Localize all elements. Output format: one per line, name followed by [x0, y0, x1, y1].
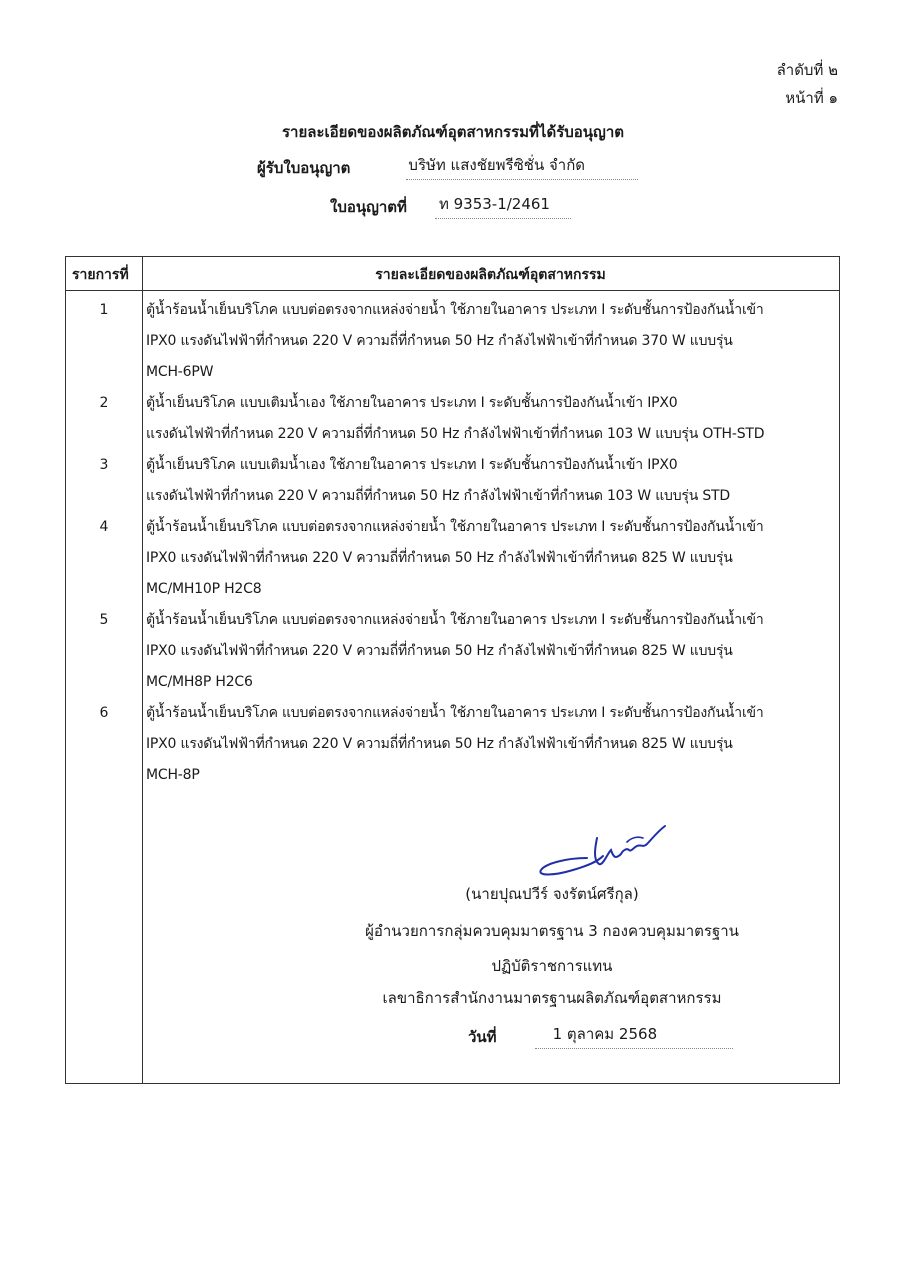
table-row — [66, 295, 839, 388]
licensee-value: บริษัท แสงชัยพรีซิชั่น จำกัด — [406, 153, 638, 180]
date-row — [468, 1022, 733, 1049]
signatory-position: ผู้อำนวยการกลุ่มควบคุมมาตรฐาน 3 กองควบคุมมาตรฐาน — [365, 922, 739, 940]
table-body — [66, 295, 839, 791]
item-description-line: MCH-8P — [146, 767, 200, 783]
item-description-line: MCH-6PW — [146, 364, 214, 380]
item-description-line: MC/MH8P H2C6 — [146, 674, 253, 690]
item-number: 1 — [99, 302, 109, 318]
item-description-line: ตู้น้ำเย็นบริโภค แบบเติมน้ำเอง ใช้ภายในอาคาร ประเภท I ระดับชั้นการป้องกันน้ำเข้า IPX0 — [146, 395, 678, 411]
item-description-line: ตู้น้ำร้อนน้ำเย็นบริโภค แบบต่อตรงจากแหล่งจ่ายน้ำ ใช้ภายในอาคาร ประเภท I ระดับชั้นการป้องกันน้ำเข้า — [146, 302, 764, 318]
item-description — [142, 605, 836, 698]
table-row — [66, 512, 839, 605]
item-description — [142, 450, 836, 512]
table-row — [66, 388, 839, 450]
signatory-acting-for: ปฏิบัติราชการแทน — [491, 957, 613, 975]
table-row — [66, 450, 839, 512]
item-description-line: ตู้น้ำร้อนน้ำเย็นบริโภค แบบต่อตรงจากแหล่งจ่ายน้ำ ใช้ภายในอาคาร ประเภท I ระดับชั้นการป้องกันน้ำเข้า — [146, 519, 764, 535]
item-number: 2 — [99, 395, 109, 411]
date-value: 1 ตุลาคม 2568 — [535, 1022, 733, 1049]
date-label: วันที่ — [468, 1028, 497, 1046]
sequence-number: ลำดับที่ ๒ — [776, 61, 838, 79]
item-description-line: ตู้น้ำเย็นบริโภค แบบเติมน้ำเอง ใช้ภายในอาคาร ประเภท I ระดับชั้นการป้องกันน้ำเข้า IPX0 — [146, 457, 678, 473]
item-number: 4 — [99, 519, 109, 535]
item-description-line: IPX0 แรงดันไฟฟ้าที่กำหนด 220 V ความถี่ที่กำหนด 50 Hz กำลังไฟฟ้าเข้าที่กำหนด 370 W แบบรุ่น — [146, 333, 733, 349]
licensee-label: ผู้รับใบอนุญาต — [257, 159, 351, 177]
license-number-label: ใบอนุญาตที่ — [330, 198, 407, 216]
column-header-details: รายละเอียดของผลิตภัณฑ์อุตสาหกรรม — [375, 267, 606, 283]
item-description-line: แรงดันไฟฟ้าที่กำหนด 220 V ความถี่ที่กำหนด 50 Hz กำลังไฟฟ้าเข้าที่กำหนด 103 W แบบรุ่น STD — [146, 488, 730, 504]
table-row — [66, 605, 839, 698]
item-description — [142, 295, 836, 388]
page-number: หน้าที่ ๑ — [785, 89, 838, 107]
item-number: 6 — [99, 705, 109, 721]
item-description-line: แรงดันไฟฟ้าที่กำหนด 220 V ความถี่ที่กำหนด 50 Hz กำลังไฟฟ้าเข้าที่กำหนด 103 W แบบรุ่น OTH-STD — [146, 426, 765, 442]
item-description-line: ตู้น้ำร้อนน้ำเย็นบริโภค แบบต่อตรงจากแหล่งจ่ายน้ำ ใช้ภายในอาคาร ประเภท I ระดับชั้นการป้องกันน้ำเข้า — [146, 705, 764, 721]
item-description-line: MC/MH10P H2C8 — [146, 581, 262, 597]
column-header-item-no: รายการที่ — [72, 267, 129, 283]
table-row — [66, 698, 839, 791]
licensee-row — [257, 153, 638, 180]
item-number: 5 — [99, 612, 109, 628]
signatory-name: (นายปุณปวีร์ จงรัตน์ศรีกุล) — [465, 885, 639, 903]
item-description — [142, 698, 836, 791]
item-description — [142, 512, 836, 605]
signatory-office: เลขาธิการสำนักงานมาตรฐานผลิตภัณฑ์อุตสาหกรรม — [382, 989, 722, 1007]
document-title: รายละเอียดของผลิตภัณฑ์อุตสาหกรรมที่ได้รับอนุญาต — [281, 123, 624, 141]
license-number-value: ท 9353-1/2461 — [435, 192, 571, 219]
page-meta — [777, 56, 838, 112]
header-divider — [66, 290, 839, 291]
item-description-line: IPX0 แรงดันไฟฟ้าที่กำหนด 220 V ความถี่ที่กำหนด 50 Hz กำลังไฟฟ้าเข้าที่กำหนด 825 W แบบรุ่น — [146, 736, 733, 752]
item-number: 3 — [99, 457, 109, 473]
item-description-line: IPX0 แรงดันไฟฟ้าที่กำหนด 220 V ความถี่ที่กำหนด 50 Hz กำลังไฟฟ้าเข้าที่กำหนด 825 W แบบรุ่น — [146, 643, 733, 659]
signature-image — [535, 820, 675, 882]
item-description-line: ตู้น้ำร้อนน้ำเย็นบริโภค แบบต่อตรงจากแหล่งจ่ายน้ำ ใช้ภายในอาคาร ประเภท I ระดับชั้นการป้องกันน้ำเข้า — [146, 612, 764, 628]
item-description-line: IPX0 แรงดันไฟฟ้าที่กำหนด 220 V ความถี่ที่กำหนด 50 Hz กำลังไฟฟ้าเข้าที่กำหนด 825 W แบบรุ่น — [146, 550, 733, 566]
license-number-row — [330, 192, 571, 219]
item-description — [142, 388, 836, 450]
